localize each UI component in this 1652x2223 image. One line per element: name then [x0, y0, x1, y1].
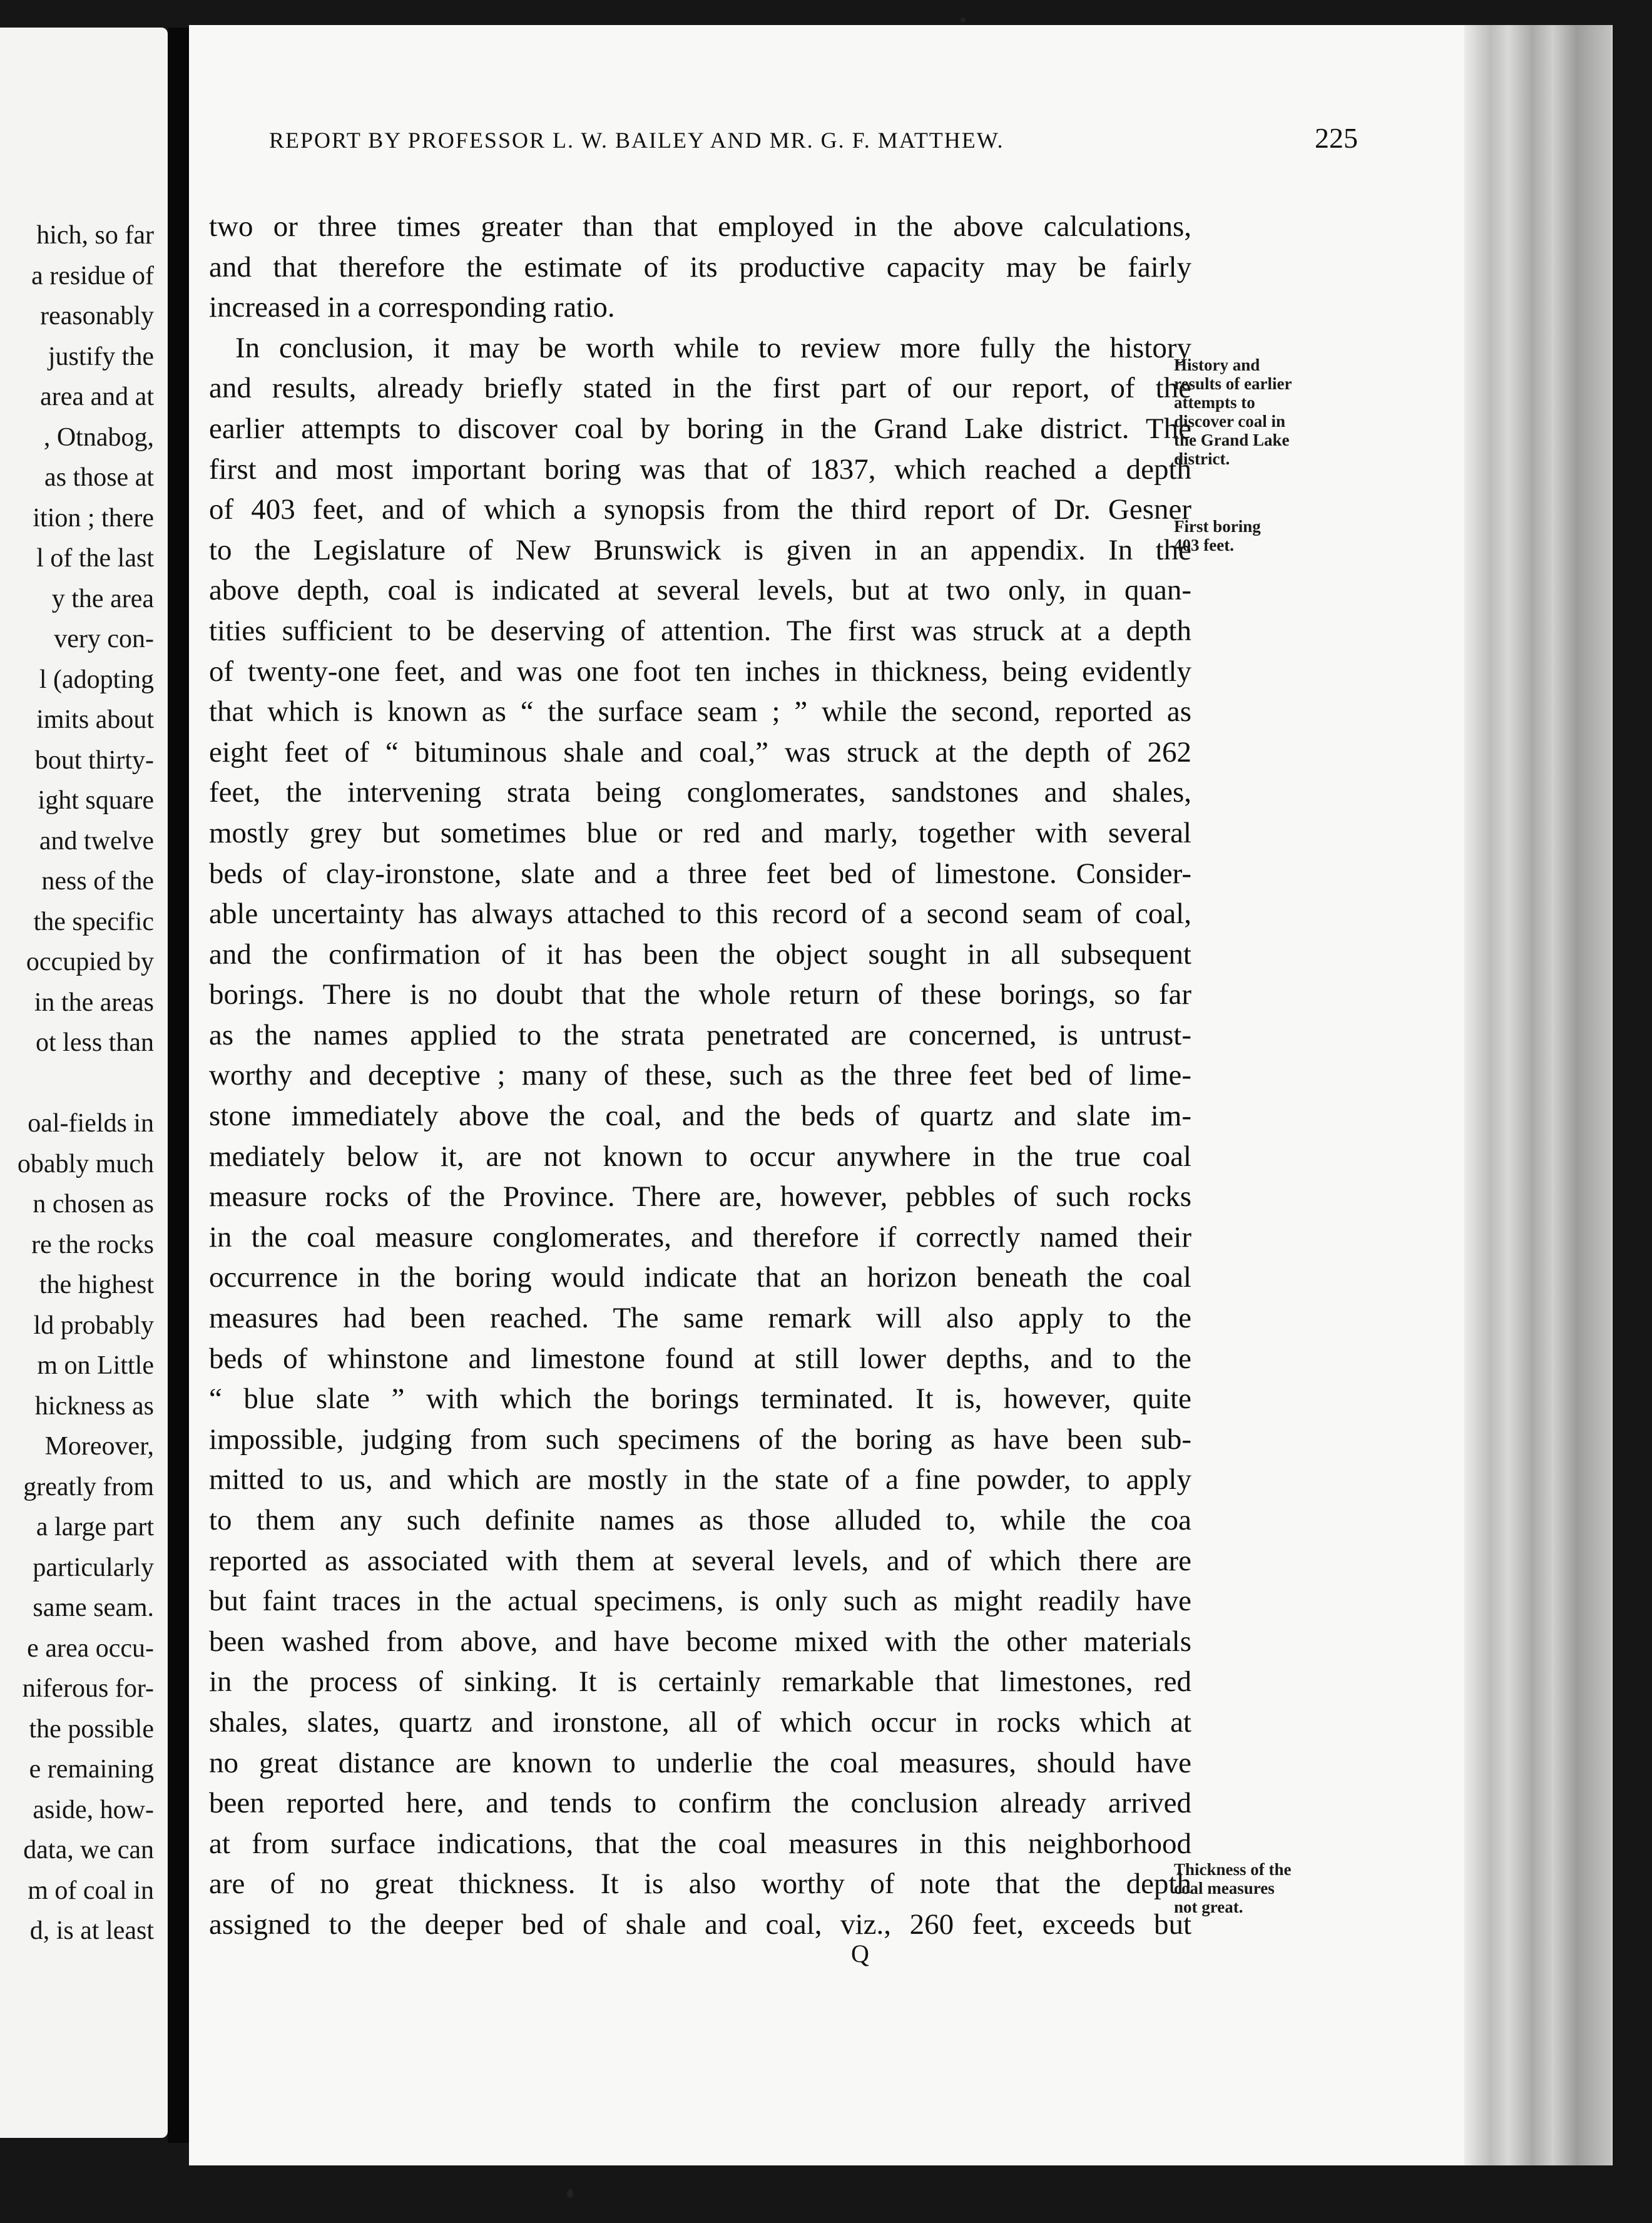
- body-line: and results, already briefly stated in the first part of our report, of the: [209, 372, 1191, 405]
- body-line: in the coal measure conglomerates, and therefore if correctly named their: [209, 1220, 1191, 1254]
- page-stack-edge: [1464, 25, 1612, 2165]
- left-page-line: hickness as: [34, 1391, 154, 1421]
- body-line: beds of clay-ironstone, slate and a three feet bed of limestone. Consider-: [209, 857, 1191, 890]
- left-page-text: [18, 215, 154, 1951]
- left-page-line: niferous for-: [22, 1674, 154, 1703]
- left-page-line: ition ; there: [33, 503, 154, 533]
- margin-note-line: results of earlier: [1174, 374, 1292, 393]
- body-line: of twenty-one feet, and was one foot ten inches in thickness, being evidently: [209, 655, 1191, 688]
- left-page-line: the possible: [29, 1714, 154, 1744]
- body-line: assigned to the deeper bed of shale and coal, viz., 260 feet, exceeds but: [209, 1908, 1191, 1941]
- body-line: to the Legislature of New Brunswick is given in an appendix. In the: [209, 533, 1191, 566]
- body-line: eight feet of “ bituminous shale and coal,” was struck at the depth of 262: [209, 735, 1191, 769]
- left-page-line: , Otnabog,: [43, 422, 154, 452]
- body-line: earlier attempts to discover coal by boring in the Grand Lake district. The: [209, 412, 1191, 445]
- left-page-line: data, we can: [23, 1836, 154, 1864]
- left-page-line: hich, so far: [36, 221, 154, 250]
- body-line: in the process of sinking. It is certainly remarkable that limestones, red: [209, 1665, 1191, 1699]
- page-number: 225: [1315, 122, 1358, 154]
- body-line: that which is known as “ the surface seam ; ” while the second, reported as: [209, 695, 1191, 728]
- left-page-line: ness of the: [41, 867, 154, 896]
- page-header: [269, 121, 1358, 155]
- left-page-line: ld probably: [33, 1311, 154, 1340]
- body-line: increased in a corresponding ratio.: [209, 291, 615, 324]
- left-page-line: Moreover,: [44, 1432, 154, 1461]
- body-text: [209, 207, 1191, 1945]
- left-page-line: obably much: [17, 1149, 154, 1178]
- body-line: and the confirmation of it has been the object sought in all subsequent: [209, 938, 1191, 971]
- left-page-line: same seam.: [33, 1593, 154, 1622]
- left-page-line: justify the: [48, 342, 154, 371]
- body-line: at from surface indications, that the coal measures in this neighborhood: [209, 1827, 1191, 1860]
- body-line: shales, slates, quartz and ironstone, all of which occur in rocks which at: [209, 1705, 1191, 1739]
- left-page-line: l of the last: [36, 544, 154, 573]
- left-page-line: ight square: [38, 786, 154, 815]
- left-page-line: as those at: [44, 463, 154, 492]
- left-page-line: aside, how-: [33, 1795, 154, 1824]
- main-page: [189, 25, 1613, 2165]
- signature-mark: Q: [851, 1939, 869, 1968]
- left-page-line: very con-: [54, 625, 154, 653]
- margin-note-line: discover coal in: [1174, 412, 1285, 431]
- left-page-line: area and at: [40, 382, 154, 411]
- left-page-line: greatly from: [23, 1472, 154, 1501]
- body-line: worthy and deceptive ; many of these, such as the three feet bed of lime-: [209, 1059, 1191, 1092]
- body-line: first and most important boring was that of 1837, which reached a depth: [209, 452, 1191, 486]
- body-line: measures had been reached. The same remark will also apply to the: [209, 1302, 1191, 1335]
- left-page-line: oal-fields in: [28, 1109, 154, 1138]
- left-page-line: d, is at least: [29, 1916, 154, 1945]
- body-line: mostly grey but sometimes blue or red and marly, together with several: [209, 816, 1191, 849]
- left-page-line: m on Little: [37, 1351, 154, 1380]
- margin-note-line: attempts to: [1174, 393, 1255, 412]
- body-line: tities sufficient to be deserving of attention. The first was struck at a depth: [209, 614, 1191, 647]
- body-line: impossible, judging from such specimens of the boring as have been sub-: [209, 1423, 1191, 1456]
- left-page-line: e remaining: [29, 1755, 154, 1784]
- left-page-line: l (adopting: [39, 665, 154, 694]
- body-line: no great distance are known to underlie the coal measures, should have: [209, 1746, 1191, 1779]
- body-line: two or three times greater than that employed in the above calculations,: [209, 210, 1191, 243]
- body-line: occurrence in the boring would indicate that an horizon beneath the coal: [209, 1261, 1191, 1294]
- margin-note-line: Thickness of the: [1174, 1860, 1292, 1879]
- body-line: able uncertainty has always attached to this record of a second seam of coal,: [209, 897, 1191, 931]
- margin-note-line: district.: [1174, 449, 1230, 468]
- scan-speck: [961, 18, 966, 23]
- body-line: been washed from above, and have become mixed with the other materials: [209, 1625, 1191, 1658]
- body-line: borings. There is no doubt that the whole return of these borings, so far: [209, 978, 1191, 1011]
- body-line: beds of whinstone and limestone found at still lower depths, and to the: [209, 1342, 1191, 1375]
- body-line: and that therefore the estimate of its productive capacity may be fairly: [209, 250, 1191, 284]
- left-page-line: a residue of: [31, 261, 154, 290]
- left-page-line: bout thirty-: [34, 745, 154, 775]
- left-page-line: m of coal in: [28, 1876, 154, 1905]
- body-line: mitted to us, and which are mostly in the state of a fine powder, to apply: [209, 1463, 1191, 1496]
- margin-note-first-boring: [1174, 517, 1330, 554]
- margin-note-line: coal measures: [1174, 1879, 1275, 1898]
- margin-note-line: First boring: [1174, 517, 1261, 536]
- left-page-line: the specific: [33, 907, 154, 936]
- left-page-line: and twelve: [39, 826, 154, 856]
- left-page-line: particularly: [33, 1553, 154, 1582]
- body-line: are of no great thickness. It is also worthy of note that the depth: [209, 1868, 1191, 1901]
- body-line: been reported here, and tends to confirm the conclusion already arrived: [209, 1787, 1191, 1820]
- margin-note-line: History and: [1174, 355, 1260, 374]
- body-line: to them any such definite names as those alluded to, while the coa: [209, 1504, 1191, 1536]
- scan-speck: [567, 2189, 573, 2198]
- left-page-line: [18, 1063, 154, 1104]
- book-gutter: [168, 28, 189, 2143]
- left-page-line: ot less than: [36, 1028, 154, 1057]
- margin-note-line: the Grand Lake: [1174, 431, 1290, 449]
- margin-note-history: [1174, 355, 1330, 468]
- margin-note-line: not great.: [1174, 1898, 1243, 1916]
- body-line: stone immediately above the coal, and the beds of quartz and slate im-: [209, 1100, 1191, 1133]
- body-line: above depth, coal is indicated at several levels, but at two only, in quan-: [209, 574, 1191, 607]
- left-page-line: y the area: [51, 584, 154, 613]
- body-line: but faint traces in the actual specimens, is only such as might readily have: [209, 1585, 1191, 1618]
- body-line: mediately below it, are not known to occur anywhere in the true coal: [209, 1140, 1191, 1173]
- left-page-line: occupied by: [26, 948, 154, 976]
- left-facing-page: [0, 28, 168, 2138]
- running-head: REPORT BY PROFESSOR L. W. BAILEY AND MR. G. F. MATTHEW.: [269, 128, 1004, 153]
- left-page-line: in the areas: [34, 988, 154, 1017]
- body-line: measure rocks of the Province. There are, however, pebbles of such rocks: [209, 1180, 1191, 1214]
- body-line: of 403 feet, and of which a synopsis from the third report of Dr. Gesner: [209, 493, 1191, 526]
- left-page-line: re the rocks: [31, 1230, 154, 1259]
- left-page-line: reasonably: [40, 302, 154, 330]
- body-line: “ blue slate ” with which the borings terminated. It is, however, quite: [209, 1382, 1191, 1416]
- body-line: In conclusion, it may be worth while to review more fully the history: [235, 331, 1191, 364]
- body-line: as the names applied to the strata penetrated are concerned, is untrust-: [209, 1018, 1191, 1051]
- left-page-line: n chosen as: [33, 1190, 154, 1219]
- left-page-line: a large part: [36, 1513, 154, 1541]
- left-page-line: imits about: [36, 705, 154, 734]
- margin-note-thickness: [1174, 1860, 1330, 1916]
- body-line: feet, the intervening strata being conglomerates, sandstones and shales,: [209, 776, 1191, 809]
- body-line: reported as associated with them at several levels, and of which there are: [209, 1544, 1191, 1577]
- left-page-line: e area occu-: [27, 1633, 154, 1663]
- left-page-line: the highest: [39, 1270, 154, 1299]
- margin-note-line: 403 feet.: [1174, 536, 1234, 554]
